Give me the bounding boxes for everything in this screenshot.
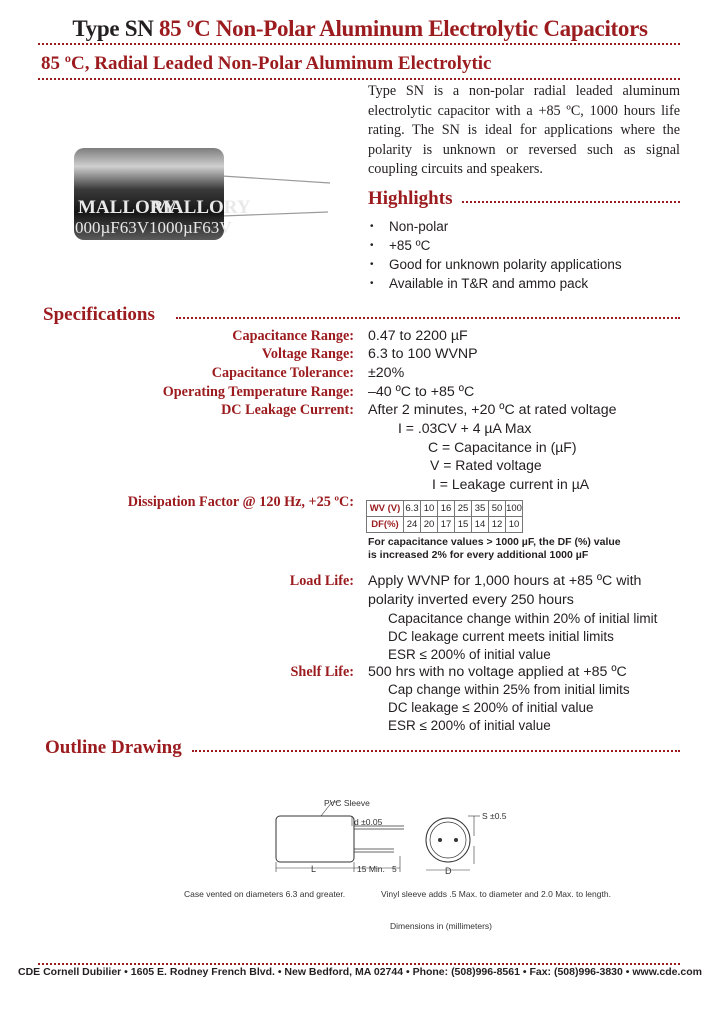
min-length-label: 15 Min. bbox=[357, 864, 385, 874]
title-type: Type SN bbox=[72, 16, 154, 41]
page-title bbox=[0, 16, 720, 42]
table-cell: 35 bbox=[472, 501, 489, 517]
title-description: 85 ºC Non-Polar Aluminum Electrolytic Capacitors bbox=[158, 16, 648, 41]
list-item: • Available in T&R and ammo pack bbox=[370, 276, 589, 291]
table-cell: 12 bbox=[489, 517, 506, 533]
page-subtitle: 85 ºC, Radial Leaded Non-Polar Aluminum Electrolytic bbox=[41, 53, 492, 74]
load-life-condition: ESR ≤ 200% of initial value bbox=[388, 647, 551, 662]
table-row bbox=[367, 517, 523, 533]
highlights-list bbox=[370, 217, 680, 293]
table-cell: 20 bbox=[421, 517, 438, 533]
bullet-icon: • bbox=[370, 240, 374, 251]
cap-range-value: 0.47 to 2200 µF bbox=[368, 328, 468, 344]
table-header-wv: WV (V) bbox=[367, 501, 404, 517]
load-life-condition: Capacitance change within 20% of initial limit bbox=[388, 611, 658, 626]
offset-label: 5 bbox=[392, 864, 397, 874]
leakage-c-definition: C = Capacitance in (µF) bbox=[428, 439, 577, 455]
bullet-icon: • bbox=[370, 259, 374, 270]
dissipation-factor-table bbox=[366, 500, 523, 533]
tolerance-value: ±20% bbox=[368, 365, 405, 381]
specifications-divider bbox=[176, 317, 680, 319]
photo-brand-right: MALLORY bbox=[152, 197, 251, 218]
table-cell: 6.3 bbox=[404, 501, 421, 517]
footer-contact: CDE Cornell Dubilier • 1605 E. Rodney French Blvd. • New Bedford, MA 02744 • Phone: (508)996-8561 • Fax: (508)996-3830 • www.cde.com bbox=[18, 966, 702, 978]
list-item: • Good for unknown polarity applications bbox=[370, 257, 622, 272]
intro-paragraph: Type SN is a non-polar radial leaded aluminum electrolytic capacitor with a +85 ºC, 1000 hours life rating. The SN is ideal for applications where the polarity is unknown or reversed such as signal coupling circuits and speakers. bbox=[368, 83, 680, 177]
temperature-label: Operating Temperature Range: bbox=[162, 384, 354, 400]
diameter-label: D bbox=[445, 866, 452, 876]
lead-dot bbox=[454, 838, 458, 842]
pvc-sleeve-label: PVC Sleeve bbox=[324, 798, 370, 808]
load-life-condition: DC leakage current meets initial limits bbox=[388, 629, 614, 644]
end-view-inner bbox=[430, 822, 466, 858]
vent-note: Case vented on diameters 6.3 and greater. bbox=[184, 889, 346, 899]
list-item: • +85 ºC bbox=[370, 238, 431, 253]
shelf-life-value: 500 hrs with no voltage applied at +85 ºC bbox=[368, 664, 627, 680]
table-cell: 25 bbox=[455, 501, 472, 517]
load-life-value: Apply WVNP for 1,000 hours at +85 ºC with bbox=[368, 573, 642, 589]
bullet-icon: • bbox=[370, 278, 374, 289]
footer-divider bbox=[38, 963, 680, 965]
subtitle-divider bbox=[38, 78, 680, 80]
length-label: L bbox=[311, 864, 317, 874]
table-cell: 10 bbox=[506, 517, 523, 533]
highlights-divider bbox=[462, 201, 680, 203]
table-cell: 24 bbox=[404, 517, 421, 533]
voltage-range-label: Voltage Range: bbox=[261, 346, 354, 362]
leakage-value: After 2 minutes, +20 ºC at rated voltage bbox=[368, 402, 617, 418]
bullet-icon: • bbox=[370, 221, 374, 232]
leakage-v-definition: V = Rated voltage bbox=[430, 457, 542, 473]
shelf-life-condition: Cap change within 25% from initial limits bbox=[388, 682, 630, 697]
lead-wire-top bbox=[222, 176, 330, 183]
shelf-life-condition: ESR ≤ 200% of initial value bbox=[388, 718, 551, 733]
table-cell: 16 bbox=[438, 501, 455, 517]
voltage-range-value: 6.3 to 100 WVNP bbox=[368, 346, 478, 362]
dissipation-factor-label: Dissipation Factor @ 120 Hz, +25 ºC: bbox=[127, 494, 354, 510]
lead-diameter-label: d ±0.05 bbox=[354, 817, 383, 827]
photo-rating-right: 1000µF63V bbox=[149, 218, 232, 237]
title-divider bbox=[38, 43, 680, 45]
table-cell: 17 bbox=[438, 517, 455, 533]
table-cell: 50 bbox=[489, 501, 506, 517]
outline-end-view bbox=[420, 806, 530, 878]
table-cell: 15 bbox=[455, 517, 472, 533]
leakage-i-definition: I = Leakage current in µA bbox=[432, 476, 590, 492]
table-row bbox=[367, 501, 523, 517]
table-header-df: DF(%) bbox=[367, 517, 404, 533]
load-life-value-continued: polarity inverted every 250 hours bbox=[368, 592, 574, 608]
specifications-heading: Specifications bbox=[43, 304, 155, 325]
list-item: • Non-polar bbox=[370, 219, 449, 234]
shelf-life-condition: DC leakage ≤ 200% of initial value bbox=[388, 700, 594, 715]
capacitor-outline bbox=[276, 816, 354, 862]
load-life-label: Load Life: bbox=[289, 573, 354, 589]
outline-divider bbox=[192, 750, 680, 752]
end-view-outer bbox=[426, 818, 470, 862]
temperature-value: –40 ºC to +85 ºC bbox=[368, 384, 475, 400]
shelf-life-label: Shelf Life: bbox=[290, 664, 354, 680]
table-cell: 100 bbox=[506, 501, 523, 517]
photo-brand-left: MALLORY bbox=[78, 197, 177, 218]
leakage-formula: I = .03CV + 4 µA Max bbox=[398, 420, 532, 436]
table-cell: 10 bbox=[421, 501, 438, 517]
table-cell: 14 bbox=[472, 517, 489, 533]
lead-dot bbox=[438, 838, 442, 842]
outline-heading: Outline Drawing bbox=[45, 737, 182, 758]
tolerance-label: Capacitance Tolerance: bbox=[211, 365, 354, 381]
capacitor-photo bbox=[72, 138, 332, 250]
photo-rating-left: 000µF63V bbox=[75, 218, 150, 237]
highlights-heading: Highlights bbox=[368, 188, 453, 209]
sleeve-note: Vinyl sleeve adds .5 Max. to diameter and 2.0 Max. to length. bbox=[381, 889, 611, 899]
dimensions-note: Dimensions in (millimeters) bbox=[390, 921, 493, 931]
leakage-label: DC Leakage Current: bbox=[221, 402, 354, 418]
lead-spacing-label: S ±0.5 bbox=[482, 811, 507, 821]
dissipation-factor-note: For capacitance values > 1000 µF, the DF (%) value is increased 2% for every additional 1000 µF bbox=[368, 536, 621, 561]
cap-range-label: Capacitance Range: bbox=[232, 328, 354, 344]
